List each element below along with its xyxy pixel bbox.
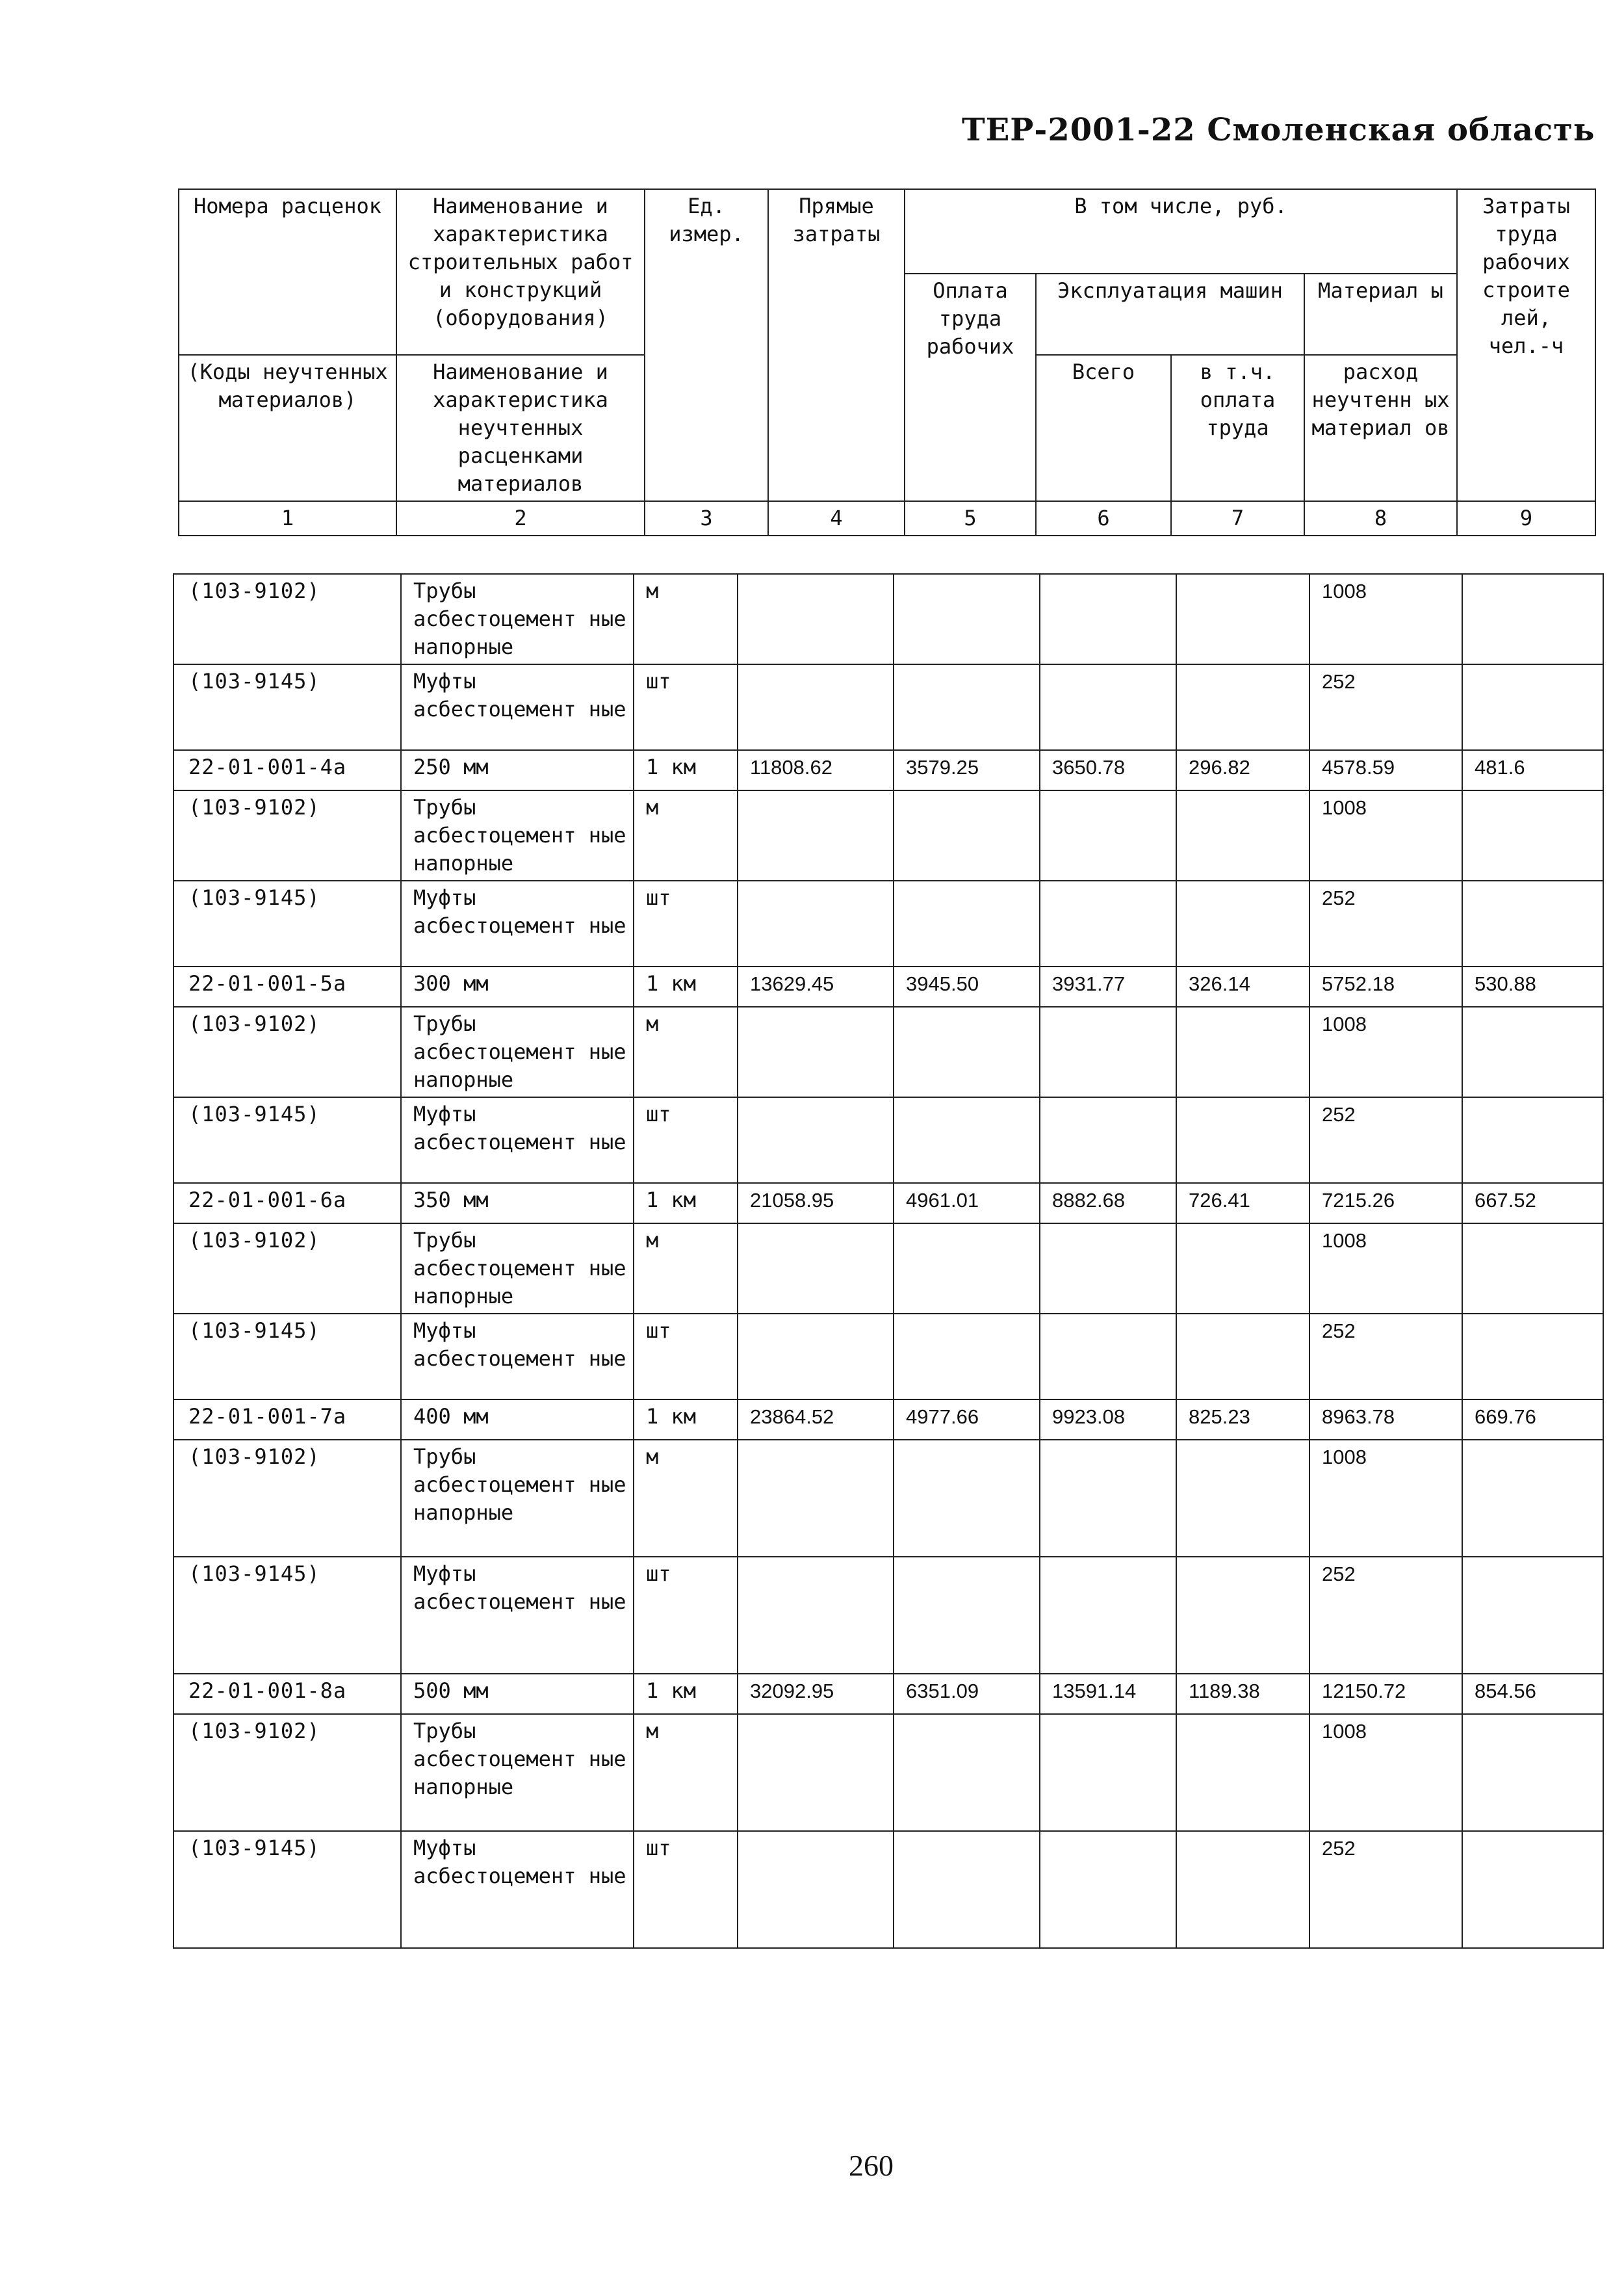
- item-name: Трубы асбестоцемент ные напорные: [401, 574, 634, 664]
- machine-labor: 825.23: [1176, 1399, 1309, 1440]
- labor-hours: [1462, 1314, 1603, 1399]
- labor-pay: [894, 1440, 1040, 1557]
- item-name: 400 мм: [401, 1399, 634, 1440]
- materials: 8963.78: [1309, 1399, 1462, 1440]
- unit: м: [634, 790, 738, 881]
- rate-code: (103-9102): [174, 1440, 401, 1557]
- labor-pay: [894, 1097, 1040, 1183]
- item-name: Трубы асбестоцемент ные напорные: [401, 1714, 634, 1831]
- header-machine-total: Всего: [1036, 355, 1171, 501]
- labor-pay: [894, 1007, 1040, 1097]
- rate-row: [174, 1183, 1603, 1223]
- rate-row: [174, 967, 1603, 1007]
- rate-code: 22-01-001-6а: [174, 1183, 401, 1223]
- material-row: [174, 1314, 1603, 1399]
- materials: 1008: [1309, 574, 1462, 664]
- header-rate-numbers: Номера расценок: [179, 189, 396, 355]
- labor-pay: 4977.66: [894, 1399, 1040, 1440]
- materials: 252: [1309, 1314, 1462, 1399]
- labor-pay: [894, 574, 1040, 664]
- machine-labor: [1176, 1831, 1309, 1948]
- unit: шт: [634, 881, 738, 967]
- material-row: [174, 1223, 1603, 1314]
- machine-labor: [1176, 790, 1309, 881]
- rate-code: (103-9102): [174, 1223, 401, 1314]
- direct-costs: 23864.52: [738, 1399, 894, 1440]
- item-name: Трубы асбестоцемент ные напорные: [401, 1440, 634, 1557]
- materials: 252: [1309, 1097, 1462, 1183]
- materials: 252: [1309, 664, 1462, 750]
- unit: шт: [634, 1831, 738, 1948]
- machine-labor: [1176, 1440, 1309, 1557]
- direct-costs: [738, 1007, 894, 1097]
- labor-hours: 530.88: [1462, 967, 1603, 1007]
- machine-total: [1040, 1557, 1176, 1674]
- machine-total: [1040, 1440, 1176, 1557]
- item-name: 500 мм: [401, 1674, 634, 1714]
- col-number: 4: [768, 501, 905, 536]
- material-row: [174, 1440, 1603, 1557]
- item-name: 300 мм: [401, 967, 634, 1007]
- materials: 7215.26: [1309, 1183, 1462, 1223]
- machine-total: [1040, 1223, 1176, 1314]
- materials: 1008: [1309, 790, 1462, 881]
- machine-total: [1040, 664, 1176, 750]
- labor-pay: 4961.01: [894, 1183, 1040, 1223]
- machine-total: 13591.14: [1040, 1674, 1176, 1714]
- col-number: 3: [645, 501, 768, 536]
- machine-labor: [1176, 1714, 1309, 1831]
- labor-pay: [894, 1714, 1040, 1831]
- labor-hours: 481.6: [1462, 750, 1603, 790]
- material-row: [174, 664, 1603, 750]
- direct-costs: 32092.95: [738, 1674, 894, 1714]
- machine-labor: [1176, 664, 1309, 750]
- rate-code: (103-9145): [174, 1314, 401, 1399]
- machine-total: [1040, 1097, 1176, 1183]
- item-name: Муфты асбестоцемент ные: [401, 1314, 634, 1399]
- machine-labor: [1176, 1314, 1309, 1399]
- labor-hours: [1462, 1440, 1603, 1557]
- materials: 252: [1309, 881, 1462, 967]
- document-title: ТЕР-2001-22 Смоленская область: [962, 112, 1595, 148]
- rate-code: 22-01-001-8а: [174, 1674, 401, 1714]
- col-number: 5: [905, 501, 1036, 536]
- item-name: 250 мм: [401, 750, 634, 790]
- item-name: Трубы асбестоцемент ные напорные: [401, 1007, 634, 1097]
- header-labor-pay: Оплата труда рабочих: [905, 274, 1036, 501]
- machine-total: [1040, 1714, 1176, 1831]
- direct-costs: 13629.45: [738, 967, 894, 1007]
- header-materials: Материал ы: [1304, 274, 1457, 355]
- labor-hours: [1462, 881, 1603, 967]
- rate-code: (103-9145): [174, 664, 401, 750]
- material-row: [174, 1097, 1603, 1183]
- machine-labor: 326.14: [1176, 967, 1309, 1007]
- machine-total: 9923.08: [1040, 1399, 1176, 1440]
- machine-labor: [1176, 1557, 1309, 1674]
- labor-hours: [1462, 790, 1603, 881]
- direct-costs: [738, 1831, 894, 1948]
- machine-labor: [1176, 574, 1309, 664]
- rate-code: 22-01-001-4а: [174, 750, 401, 790]
- unit: м: [634, 1714, 738, 1831]
- material-row: [174, 1007, 1603, 1097]
- rate-code: (103-9145): [174, 1831, 401, 1948]
- machine-total: [1040, 790, 1176, 881]
- machine-labor: 296.82: [1176, 750, 1309, 790]
- material-row: [174, 790, 1603, 881]
- col-number: 9: [1457, 501, 1595, 536]
- unit: шт: [634, 664, 738, 750]
- direct-costs: [738, 664, 894, 750]
- machine-labor: [1176, 1007, 1309, 1097]
- labor-pay: 3945.50: [894, 967, 1040, 1007]
- labor-hours: 669.76: [1462, 1399, 1603, 1440]
- header-labor-hours: Затраты труда рабочих строите лей, чел.-ч: [1457, 189, 1595, 501]
- header-unit: Ед. измер.: [645, 189, 768, 501]
- machine-total: [1040, 881, 1176, 967]
- labor-pay: [894, 664, 1040, 750]
- machine-total: 3650.78: [1040, 750, 1176, 790]
- direct-costs: [738, 1440, 894, 1557]
- item-name: Муфты асбестоцемент ные: [401, 1831, 634, 1948]
- header-including-group: В том числе, руб.: [905, 189, 1457, 274]
- labor-hours: [1462, 664, 1603, 750]
- labor-hours: 667.52: [1462, 1183, 1603, 1223]
- unit: шт: [634, 1097, 738, 1183]
- machine-labor: 1189.38: [1176, 1674, 1309, 1714]
- labor-pay: [894, 1831, 1040, 1948]
- labor-hours: [1462, 574, 1603, 664]
- materials: 252: [1309, 1557, 1462, 1674]
- material-row: [174, 1557, 1603, 1674]
- materials: 1008: [1309, 1223, 1462, 1314]
- unit: шт: [634, 1314, 738, 1399]
- col-number: 6: [1036, 501, 1171, 536]
- rate-code: (103-9145): [174, 1557, 401, 1674]
- unit: 1 км: [634, 1183, 738, 1223]
- labor-pay: [894, 790, 1040, 881]
- col-number: 1: [179, 501, 396, 536]
- rate-row: [174, 1674, 1603, 1714]
- item-name: Муфты асбестоцемент ные: [401, 1557, 634, 1674]
- direct-costs: 21058.95: [738, 1183, 894, 1223]
- header-unaccounted-codes: (Коды неучтенных материалов): [179, 355, 396, 501]
- labor-pay: [894, 881, 1040, 967]
- labor-hours: [1462, 1714, 1603, 1831]
- rate-code: (103-9102): [174, 574, 401, 664]
- page-number: 260: [849, 2149, 894, 2182]
- machine-total: [1040, 1831, 1176, 1948]
- material-row: [174, 1831, 1603, 1948]
- machine-total: [1040, 1314, 1176, 1399]
- material-row: [174, 881, 1603, 967]
- labor-pay: 6351.09: [894, 1674, 1040, 1714]
- header-work-name: Наименование и характеристика строительных работ и конструкций (оборудования): [396, 189, 645, 355]
- labor-hours: 854.56: [1462, 1674, 1603, 1714]
- col-number: 2: [396, 501, 645, 536]
- rate-row: [174, 750, 1603, 790]
- direct-costs: [738, 574, 894, 664]
- labor-pay: [894, 1557, 1040, 1674]
- item-name: Трубы асбестоцемент ные напорные: [401, 790, 634, 881]
- rate-code: (103-9145): [174, 881, 401, 967]
- labor-hours: [1462, 1097, 1603, 1183]
- rate-code: (103-9102): [174, 790, 401, 881]
- machine-total: 3931.77: [1040, 967, 1176, 1007]
- rate-code: 22-01-001-7а: [174, 1399, 401, 1440]
- labor-pay: [894, 1223, 1040, 1314]
- materials: 5752.18: [1309, 967, 1462, 1007]
- direct-costs: [738, 1314, 894, 1399]
- unit: м: [634, 574, 738, 664]
- header-unaccounted-names: Наименование и характеристика неучтенных расценками материалов: [396, 355, 645, 501]
- unit: 1 км: [634, 1674, 738, 1714]
- unit: 1 км: [634, 967, 738, 1007]
- unit: 1 км: [634, 750, 738, 790]
- item-name: Муфты асбестоцемент ные: [401, 664, 634, 750]
- rate-code: (103-9145): [174, 1097, 401, 1183]
- item-name: Трубы асбестоцемент ные напорные: [401, 1223, 634, 1314]
- labor-hours: [1462, 1007, 1603, 1097]
- materials: 252: [1309, 1831, 1462, 1948]
- unit: 1 км: [634, 1399, 738, 1440]
- materials: 1008: [1309, 1440, 1462, 1557]
- labor-pay: 3579.25: [894, 750, 1040, 790]
- machine-labor: [1176, 1097, 1309, 1183]
- labor-hours: [1462, 1223, 1603, 1314]
- col-number: 7: [1171, 501, 1304, 536]
- materials: 1008: [1309, 1714, 1462, 1831]
- materials: 1008: [1309, 1007, 1462, 1097]
- rates-table: [173, 573, 1604, 1949]
- material-row: [174, 574, 1603, 664]
- machine-labor: [1176, 881, 1309, 967]
- direct-costs: [738, 881, 894, 967]
- rate-code: (103-9102): [174, 1714, 401, 1831]
- direct-costs: 11808.62: [738, 750, 894, 790]
- rate-row: [174, 1399, 1603, 1440]
- machine-labor: 726.41: [1176, 1183, 1309, 1223]
- header-machine-labor: в т.ч. оплата труда: [1171, 355, 1304, 501]
- header-direct-costs: Прямые затраты: [768, 189, 905, 501]
- rate-code: (103-9102): [174, 1007, 401, 1097]
- item-name: Муфты асбестоцемент ные: [401, 881, 634, 967]
- machine-total: 8882.68: [1040, 1183, 1176, 1223]
- labor-hours: [1462, 1831, 1603, 1948]
- materials: 4578.59: [1309, 750, 1462, 790]
- machine-labor: [1176, 1223, 1309, 1314]
- machine-total: [1040, 1007, 1176, 1097]
- item-name: Муфты асбестоцемент ные: [401, 1097, 634, 1183]
- unit: шт: [634, 1557, 738, 1674]
- item-name: 350 мм: [401, 1183, 634, 1223]
- labor-pay: [894, 1314, 1040, 1399]
- materials: 12150.72: [1309, 1674, 1462, 1714]
- rate-code: 22-01-001-5а: [174, 967, 401, 1007]
- header-unaccounted-consumption: расход неучтенн ых материал ов: [1304, 355, 1457, 501]
- unit: м: [634, 1007, 738, 1097]
- direct-costs: [738, 790, 894, 881]
- direct-costs: [738, 1557, 894, 1674]
- material-row: [174, 1714, 1603, 1831]
- col-number: 8: [1304, 501, 1457, 536]
- direct-costs: [738, 1714, 894, 1831]
- column-header-table: [178, 188, 1596, 536]
- unit: м: [634, 1223, 738, 1314]
- machine-total: [1040, 574, 1176, 664]
- header-machine-operation: Эксплуатация машин: [1036, 274, 1304, 355]
- direct-costs: [738, 1097, 894, 1183]
- labor-hours: [1462, 1557, 1603, 1674]
- direct-costs: [738, 1223, 894, 1314]
- unit: м: [634, 1440, 738, 1557]
